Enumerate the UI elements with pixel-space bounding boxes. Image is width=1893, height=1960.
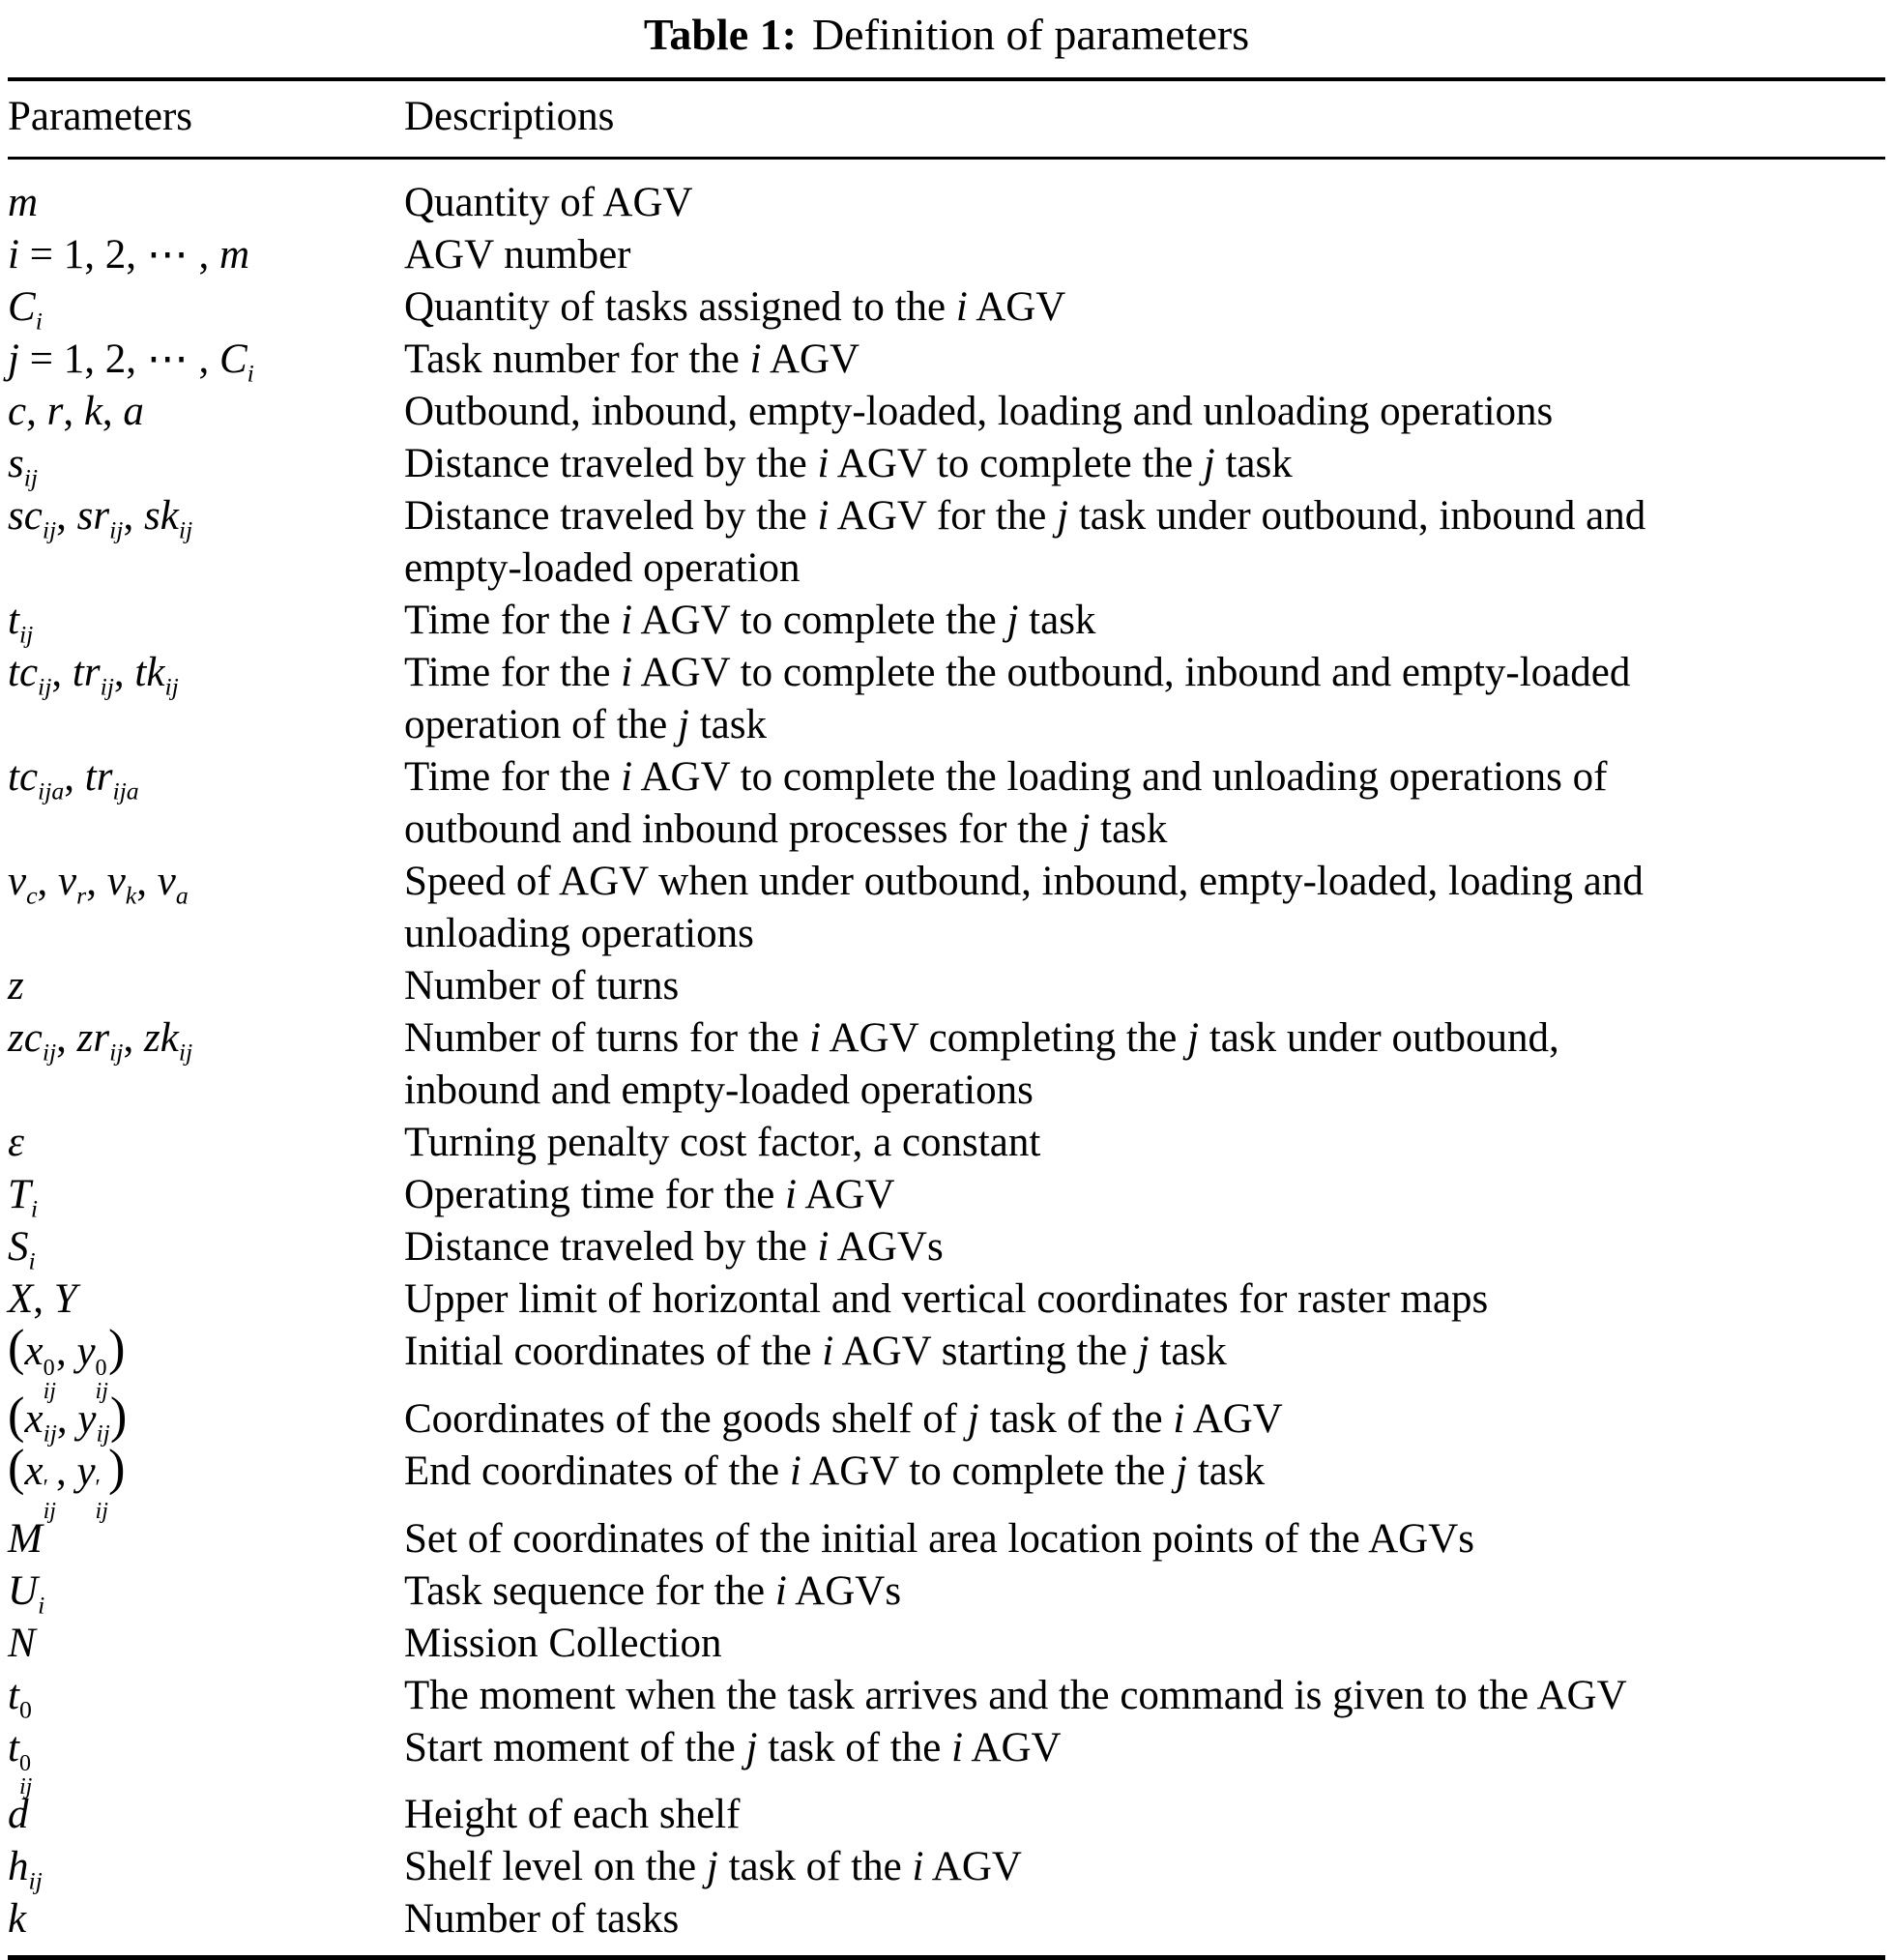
description-cell: Upper limit of horizontal and vertical coordinates for raster maps bbox=[404, 1276, 1489, 1322]
description-cell: Distance traveled by the i AGVs bbox=[404, 1224, 944, 1270]
parameter-cell: $v_c$, $v_r$, $v_k$, $v_a$ bbox=[8, 859, 189, 910]
parameter-cell: M bbox=[8, 1515, 43, 1562]
description-cell: Shelf level on the j task of the i AGV bbox=[404, 1844, 1022, 1890]
table-row bbox=[8, 856, 1885, 960]
table-row bbox=[8, 334, 1885, 386]
description-cell: Number of tasks bbox=[404, 1896, 680, 1943]
table-row bbox=[8, 1618, 1885, 1670]
parameter-cell: k bbox=[8, 1896, 27, 1943]
description-cell: Time for the i AGV to complete the j task bbox=[404, 598, 1096, 643]
parameter-cell: $U_i$ bbox=[8, 1567, 45, 1620]
description-cell: The moment when the task arrives and the command is given to the AGV bbox=[404, 1672, 1627, 1718]
parameter-cell: $zc_{ij}$, $zr_{ij}$, $zk_{ij}$ bbox=[8, 1015, 193, 1067]
parameter-cell: $t_0$ bbox=[8, 1672, 32, 1724]
parameter-cell: $T_i$ bbox=[8, 1172, 39, 1223]
parameter-cell: (x ′ ij , y ′ ij ) bbox=[8, 1439, 126, 1524]
table-row bbox=[8, 595, 1885, 647]
table-caption bbox=[8, 0, 1885, 64]
description-cell: Distance traveled by the i AGV for the j task under outbound, inbound and empty-loaded operation bbox=[404, 493, 1646, 591]
parameter-cell: $tc_{ija}$, $tr_{ija}$ bbox=[8, 754, 139, 805]
description-cell: Number of turns bbox=[404, 963, 680, 1009]
parameter-cell: c, r, k, a bbox=[8, 389, 144, 434]
parameter-cell: $s_{ij}$ bbox=[8, 441, 39, 492]
parameter-cell: $tc_{ij}$, $tr_{ij}$, $tk_{ij}$ bbox=[8, 650, 179, 701]
parameter-cell: d bbox=[8, 1792, 29, 1838]
column-header-parameters: Parameters bbox=[8, 79, 404, 159]
description-cell: Speed of AGV when under outbound, inbound, empty-loaded, loading and unloading operations bbox=[404, 859, 1644, 956]
table-caption-label: Table 1: bbox=[643, 10, 797, 59]
parameter-cell: $t_{ij}$ bbox=[8, 598, 34, 649]
parameter-cell: ε bbox=[8, 1120, 24, 1165]
table-row bbox=[8, 386, 1885, 438]
description-cell: Number of turns for the i AGV completing the j task under outbound, inbound and empty-loaded operations bbox=[404, 1015, 1559, 1113]
table-row bbox=[8, 1565, 1885, 1618]
description-cell: Distance traveled by the i AGV to complete the j task bbox=[404, 441, 1293, 486]
parameter-cell: i = 1, 2, ⋯ , m bbox=[8, 232, 250, 278]
table-row bbox=[8, 1722, 1885, 1790]
parameter-cell: X, Y bbox=[8, 1276, 77, 1322]
description-cell: Coordinates of the goods shelf of j task of the i AGV bbox=[404, 1395, 1283, 1442]
description-cell: Task sequence for the i AGVs bbox=[404, 1567, 902, 1614]
parameter-cell: $sc_{ij}$, $sr_{ij}$, $sk_{ij}$ bbox=[8, 493, 193, 544]
parameter-cell: t 0 ij bbox=[8, 1724, 33, 1800]
table-row bbox=[8, 1117, 1885, 1169]
description-cell: End coordinates of the i AGV to complete the j task bbox=[404, 1448, 1266, 1494]
parameter-cell: (x 0 ij , y 0 ij ) bbox=[8, 1320, 126, 1404]
description-cell: Start moment of the j task of the i AGV bbox=[404, 1724, 1062, 1770]
description-cell: AGV number bbox=[404, 232, 631, 278]
description-cell: Quantity of AGV bbox=[404, 180, 693, 225]
table-row bbox=[8, 1841, 1885, 1893]
column-header-descriptions: Descriptions bbox=[404, 79, 1885, 159]
table-row bbox=[8, 1789, 1885, 1841]
description-cell: Time for the i AGV to complete the outbound, inbound and empty-loaded operation of the j task bbox=[404, 650, 1631, 747]
table-row bbox=[8, 1893, 1885, 1958]
description-cell: Operating time for the i AGV bbox=[404, 1172, 895, 1217]
table-row bbox=[8, 1670, 1885, 1722]
table-row bbox=[8, 229, 1885, 281]
parameter-cell: $S_i$ bbox=[8, 1224, 36, 1275]
table-caption-text: Definition of parameters bbox=[811, 10, 1250, 59]
table-row bbox=[8, 1326, 1885, 1393]
parameter-cell: m bbox=[8, 180, 39, 225]
table-row bbox=[8, 490, 1885, 595]
description-cell: Quantity of tasks assigned to the i AGV bbox=[404, 284, 1066, 330]
table-row bbox=[8, 159, 1885, 230]
parameter-cell: N bbox=[8, 1620, 36, 1666]
table-row bbox=[8, 1446, 1885, 1513]
table-row bbox=[8, 960, 1885, 1012]
table-row bbox=[8, 1273, 1885, 1326]
parameter-cell: $C_i$ bbox=[8, 284, 43, 336]
table-row bbox=[8, 438, 1885, 490]
description-cell: Time for the i AGV to complete the loading and unloading operations of outbound and inbound processes for the j task bbox=[404, 754, 1608, 852]
parameter-cell: $h_{ij}$ bbox=[8, 1844, 43, 1895]
description-cell: Set of coordinates of the initial area location points of the AGVs bbox=[404, 1515, 1474, 1562]
table-row bbox=[8, 647, 1885, 751]
description-cell: Turning penalty cost factor, a constant bbox=[404, 1120, 1041, 1165]
table-row bbox=[8, 751, 1885, 856]
description-cell: Height of each shelf bbox=[404, 1792, 741, 1838]
description-cell: Outbound, inbound, empty-loaded, loading and unloading operations bbox=[404, 389, 1554, 434]
table-row bbox=[8, 281, 1885, 334]
table-header bbox=[8, 79, 1885, 159]
table-row bbox=[8, 1221, 1885, 1273]
description-cell: Initial coordinates of the i AGV starting the j task bbox=[404, 1329, 1227, 1374]
parameters-table bbox=[8, 77, 1885, 1960]
parameter-cell: j = 1, 2, ⋯ , $C_i$ bbox=[8, 336, 254, 388]
header-row bbox=[8, 79, 1885, 159]
description-cell: Task number for the i AGV bbox=[404, 336, 860, 382]
parameter-cell: z bbox=[8, 963, 24, 1009]
table-row bbox=[8, 1012, 1885, 1117]
table-body bbox=[8, 159, 1885, 1958]
table-row bbox=[8, 1513, 1885, 1565]
table-row bbox=[8, 1393, 1885, 1446]
table-row bbox=[8, 1169, 1885, 1221]
description-cell: Mission Collection bbox=[404, 1620, 722, 1666]
parameter-cell: ($x_{ij}$, $y_{ij}$) bbox=[8, 1387, 128, 1448]
